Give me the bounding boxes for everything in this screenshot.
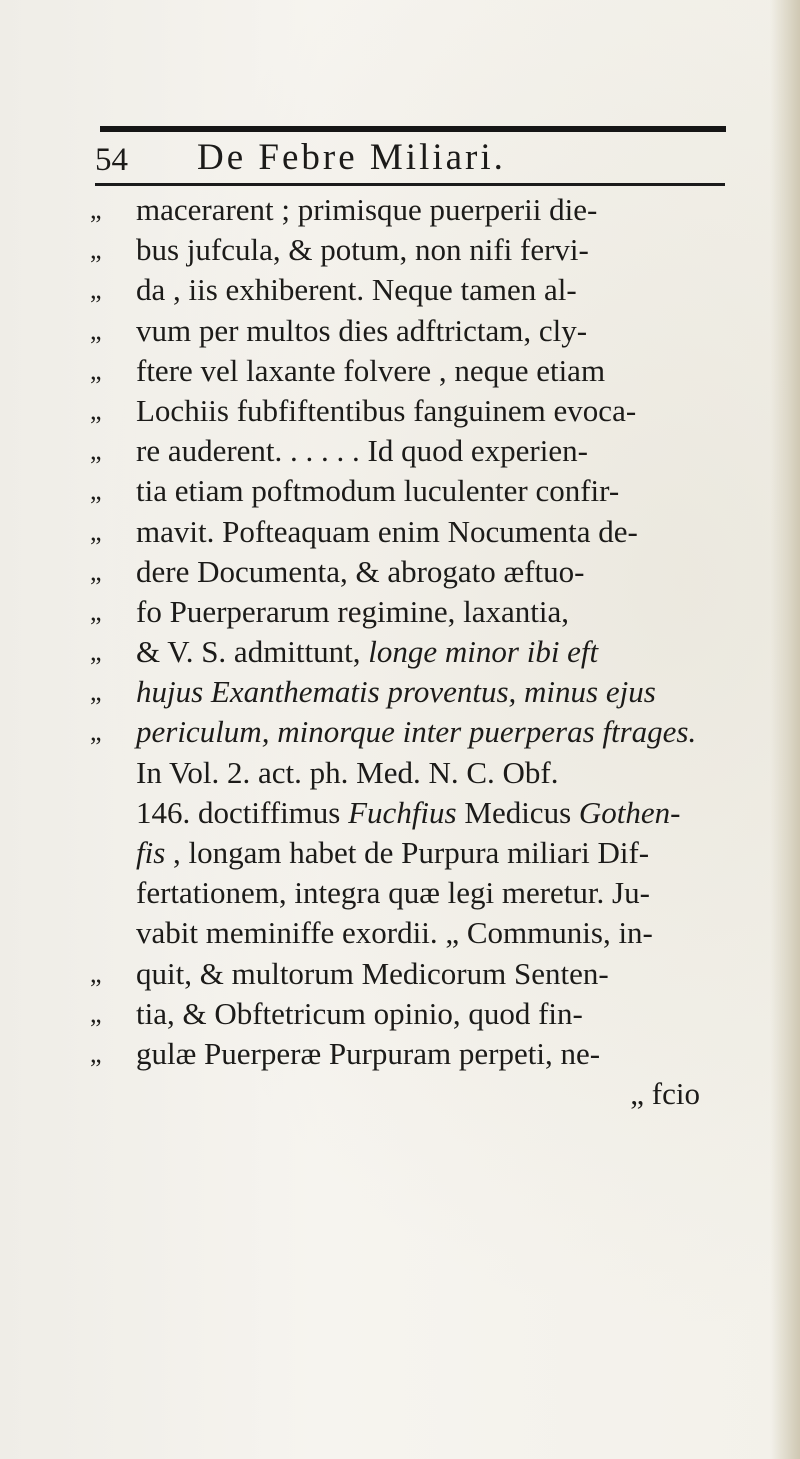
line-text: Medicus (464, 794, 572, 830)
line-text: re auderent. . . . . . Id quod experien- (136, 433, 588, 469)
line-text: mavit. Pofteaquam enim Nocumenta de- (136, 513, 638, 549)
text-line (90, 431, 780, 471)
text-line (90, 270, 780, 310)
body-text (90, 190, 780, 1114)
running-title: De Febre Miliari. (197, 137, 506, 178)
quote-mark: „ (90, 637, 102, 667)
text-line (90, 793, 780, 833)
quote-mark: „ (90, 195, 102, 224)
page-number: 54 (95, 142, 128, 178)
line-text: gulæ Puerperæ Purpuram perpeti, ne- (136, 1035, 601, 1071)
head-rule (95, 183, 725, 186)
text-line (90, 1074, 780, 1114)
text-line (90, 512, 780, 552)
running-head (95, 135, 735, 185)
text-line (90, 552, 780, 592)
text-line (90, 672, 780, 712)
italic-text: periculum, minorque inter puerperas ftrages. (136, 714, 697, 750)
line-text: fertationem, integra quæ legi meretur. Ju- (136, 875, 650, 911)
quote-mark: „ (90, 717, 102, 747)
text-line (90, 913, 780, 953)
italic-text: Gothen- (578, 794, 681, 830)
quote-mark: „ (90, 516, 102, 546)
line-text: da , iis exhiberent. Neque tamen al- (136, 272, 577, 308)
line-text: bus jufcula, & potum, non nifi fervi- (136, 232, 589, 268)
text-line (90, 351, 780, 391)
quote-mark: „ (90, 355, 102, 385)
text-line (90, 712, 780, 752)
line-text: tia, & Obftetricum opinio, quod fin- (136, 995, 583, 1031)
quote-mark: „ (90, 436, 102, 466)
line-text: & V. S. admittunt, (136, 634, 361, 670)
line-text: vum per multos dies adftrictam, cly- (136, 312, 588, 348)
text-line (90, 1034, 780, 1074)
quote-mark: „ (90, 315, 102, 345)
line-text: fo Puerperarum regimine, laxantia, (136, 593, 569, 629)
line-text: In Vol. 2. act. ph. Med. N. C. Obf. (136, 754, 559, 790)
italic-text: hujus Exanthematis proventus, minus ejus (136, 674, 656, 710)
text-line (90, 873, 780, 913)
quote-mark: „ (90, 1038, 102, 1068)
line-text: Lochiis fubfiftentibus fanguinem evoca- (136, 392, 637, 428)
line-text: „ fcio (630, 1076, 700, 1112)
text-line (90, 753, 780, 793)
quote-mark: „ (90, 275, 102, 305)
text-line (90, 230, 780, 270)
quote-mark: „ (90, 596, 102, 626)
line-text: , longam habet de Purpura miliari Dif- (173, 835, 650, 870)
text-line (90, 954, 780, 994)
line-text: quit, & multorum Medicorum Senten- (136, 955, 609, 991)
quote-mark: „ (90, 235, 102, 265)
text-line (90, 994, 780, 1034)
text-line (90, 833, 780, 873)
italic-text: Fuchfius (348, 794, 457, 830)
text-line (90, 471, 780, 511)
quote-mark: „ (90, 395, 102, 425)
top-rule (100, 126, 726, 132)
line-text: tia etiam poftmodum luculenter confir- (136, 473, 620, 509)
line-text: dere Documenta, & abrogato æftuo- (136, 553, 585, 589)
italic-text: longe minor ibi eft (368, 634, 599, 670)
text-line (90, 190, 780, 230)
text-line (90, 311, 780, 351)
quote-mark: „ (90, 958, 102, 988)
text-line (90, 592, 780, 632)
text-line (90, 391, 780, 431)
quote-mark: „ (90, 556, 102, 586)
quote-mark: „ (90, 476, 102, 506)
line-text: macerarent ; primisque puerperii die- (136, 192, 598, 227)
line-text: ftere vel laxante folvere , neque etiam (136, 352, 606, 388)
line-text: vabit meminiffe exordii. „ Communis, in- (136, 915, 653, 951)
quote-mark: „ (90, 677, 102, 707)
text-line (90, 632, 780, 672)
line-text: 146. doctiffimus (136, 794, 341, 830)
italic-text: fis (136, 835, 166, 870)
quote-mark: „ (90, 998, 102, 1028)
